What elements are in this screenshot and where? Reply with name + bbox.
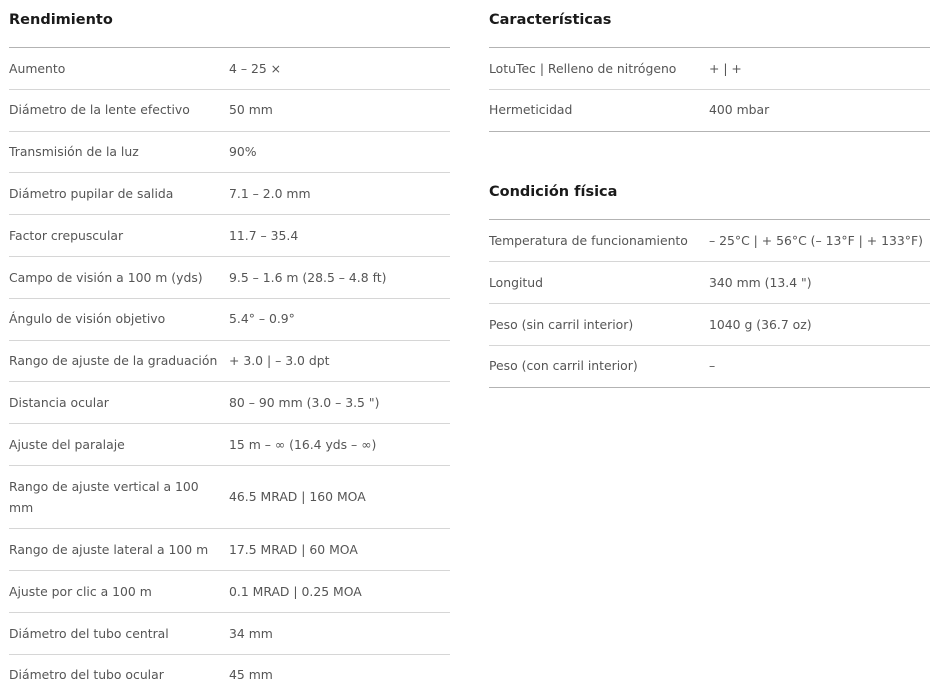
row-divider (9, 570, 450, 571)
row-divider (9, 465, 450, 466)
spec-label: Campo de visión a 100 m (yds) (9, 270, 203, 285)
physical-title: Condición física (489, 184, 618, 200)
spec-label: Ajuste por clic a 100 m (9, 584, 152, 599)
row-divider (9, 381, 450, 382)
row-divider (9, 214, 450, 215)
spec-label: Transmisión de la luz (9, 144, 139, 159)
spec-label: Aumento (9, 61, 66, 76)
spec-value: 1040 g (36.7 oz) (709, 317, 812, 332)
spec-value: 0.1 MRAD | 0.25 MOA (229, 584, 362, 599)
spec-label: Peso (sin carril interior) (489, 317, 634, 332)
spec-value: 17.5 MRAD | 60 MOA (229, 542, 358, 557)
spec-value: 15 m – ∞ (16.4 yds – ∞) (229, 437, 377, 452)
physical-section (489, 172, 930, 402)
row-divider (489, 89, 930, 90)
spec-value: + 3.0 | – 3.0 dpt (229, 353, 330, 368)
spec-label: Ajuste del paralaje (9, 437, 125, 452)
row-divider (9, 528, 450, 529)
spec-label: Rango de ajuste vertical a 100 mm (9, 479, 199, 515)
row-divider (489, 261, 930, 262)
spec-label: Diámetro de la lente efectivo (9, 102, 190, 117)
spec-value: 80 – 90 mm (3.0 – 3.5 ") (229, 395, 380, 410)
spec-label: Diámetro pupilar de salida (9, 186, 174, 201)
row-divider (9, 131, 450, 132)
features-section (489, 0, 930, 140)
performance-title: Rendimiento (9, 12, 113, 28)
spec-value: 11.7 – 35.4 (229, 228, 299, 243)
spec-value: – (709, 358, 716, 373)
spec-value: 9.5 – 1.6 m (28.5 – 4.8 ft) (229, 270, 387, 285)
spec-label: Hermeticidad (489, 102, 573, 117)
row-divider (489, 303, 930, 304)
spec-value: 50 mm (229, 102, 273, 117)
spec-label: Longitud (489, 275, 544, 290)
spec-label: Temperatura de funcionamiento (489, 233, 688, 248)
features-title: Características (489, 12, 612, 28)
spec-value: + | + (709, 61, 742, 76)
spec-value: 34 mm (229, 626, 273, 641)
physical-title-divider (489, 219, 930, 220)
spec-label: LotuTec | Relleno de nitrógeno (489, 61, 677, 76)
row-divider (9, 654, 450, 655)
spec-value: 400 mbar (709, 102, 770, 117)
row-divider (9, 298, 450, 299)
row-divider (9, 612, 450, 613)
spec-label: Factor crepuscular (9, 228, 124, 243)
spec-value: 90% (229, 144, 257, 159)
physical-bottom-divider (489, 387, 930, 388)
row-divider (9, 423, 450, 424)
spec-label: Diámetro del tubo ocular (9, 667, 164, 682)
spec-value: 5.4° – 0.9° (229, 311, 295, 326)
performance-title-divider (9, 47, 450, 48)
spec-value: 7.1 – 2.0 mm (229, 186, 311, 201)
spec-label: Rango de ajuste lateral a 100 m (9, 542, 209, 557)
performance-section (9, 0, 450, 690)
spec-value: – 25°C | + 56°C (– 13°F | + 133°F) (709, 233, 923, 248)
row-divider (9, 340, 450, 341)
spec-value: 4 – 25 × (229, 61, 282, 76)
row-divider (489, 345, 930, 346)
spec-label: Peso (con carril interior) (489, 358, 638, 373)
spec-value: 340 mm (13.4 ") (709, 275, 812, 290)
spec-label: Rango de ajuste de la graduación (9, 353, 218, 368)
spec-label: Diámetro del tubo central (9, 626, 169, 641)
spec-label: Distancia ocular (9, 395, 109, 410)
row-divider (9, 89, 450, 90)
row-divider (9, 172, 450, 173)
spec-value: 46.5 MRAD | 160 MOA (229, 489, 366, 504)
features-title-divider (489, 47, 930, 48)
row-divider (9, 256, 450, 257)
features-bottom-divider (489, 131, 930, 132)
spec-label: Ángulo de visión objetivo (9, 311, 166, 326)
spec-value: 45 mm (229, 667, 273, 682)
